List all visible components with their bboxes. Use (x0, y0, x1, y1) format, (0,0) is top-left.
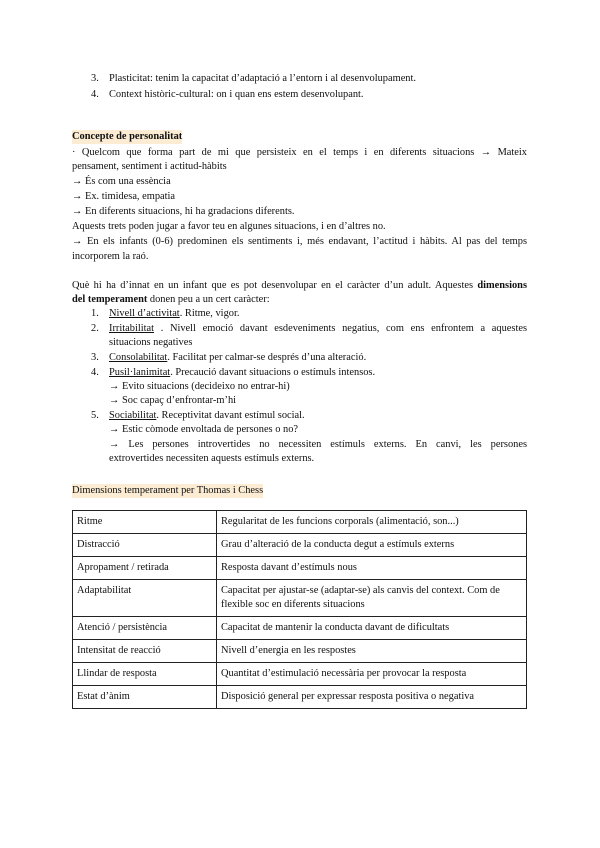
list-item-pusillanimity: Pusil·lanimitat. Precaució davant situacions o estímuls intensos. (109, 367, 376, 378)
table-cell-dimension: Apropament / retirada (73, 557, 217, 580)
arrow-line: → Ex. timidesa, empatia (72, 191, 176, 202)
table-row (73, 580, 527, 617)
table-row (73, 686, 527, 709)
table-cell-dimension: Adaptabilitat (73, 580, 217, 617)
paragraph-line: incorporem la raó. (72, 251, 149, 262)
paragraph-line: Aquests trets poden jugar a favor teu en algunes situacions, i en d’altres no. (72, 221, 386, 232)
table-cell-dimension: Intensitat de reacció (73, 640, 217, 663)
list-item-sociability: Sociabilitat. Receptivitat davant estímul social. (109, 410, 305, 421)
innate-paragraph-line1: Què hi ha d’innat en un infant que es pot desenvolupar en el caràcter d’un adult. Aquestes dimensions (72, 280, 527, 291)
section-heading-personality: Concepte de personalitat (72, 131, 183, 142)
list-number: 4. (91, 89, 99, 100)
table-row (73, 557, 527, 580)
table-row (73, 511, 527, 534)
table-cell-description: Nivell d’energia en les respostes (217, 640, 527, 663)
list-item-consolability: Consolabilitat. Facilitat per calmar-se després d’una alteració. (109, 352, 367, 363)
list-number: 3. (91, 352, 99, 363)
table-row (73, 663, 527, 686)
list-number: 2. (91, 323, 99, 334)
table-cell-description: Regularitat de les funcions corporals (alimentació, son...) (217, 511, 527, 534)
table-row (73, 617, 527, 640)
table-heading: Dimensions temperament per Thomas i Chess (72, 485, 264, 496)
list-item-continuation: situacions negatives (109, 337, 193, 348)
table-cell-description: Capacitat de mantenir la conducta davant de dificultats (217, 617, 527, 640)
table-cell-description: Capacitat per ajustar-se (adaptar-se) als canvis del context. Com de flexible soc en diferents situacions (217, 580, 527, 617)
table-cell-description: Quantitat d’estimulació necessària per provocar la resposta (217, 663, 527, 686)
paragraph-line: · Quelcom que forma part de mi que persisteix en el temps i en diferents situacions → Mateix (72, 147, 527, 158)
sub-arrow-line: → Soc capaç d’enfrontar-m’hi (109, 395, 237, 406)
list-item-irritability: Irritabilitat . Nivell emoció davant esdeveniments negatius, com ens enfrontem a aquestes (109, 323, 527, 334)
table-cell-dimension: Distracció (73, 534, 217, 557)
table-row (73, 534, 527, 557)
list-number: 5. (91, 410, 99, 421)
innate-paragraph-line2: del temperament donen peu a un cert caràcter: (72, 294, 270, 305)
arrow-line: → És com una essència (72, 176, 171, 187)
sub-arrow-line: → Evito situacions (decideixo no entrar-hi) (109, 381, 290, 392)
sub-arrow-line: → Estic còmode envoltada de persones o no? (109, 424, 298, 435)
sub-arrow-line: → Les persones introvertides no necessiten estímuls externs. En canvi, les persones (109, 439, 527, 450)
table-cell-description: Grau d’alteració de la conducta degut a estímuls externs (217, 534, 527, 557)
list-item-activity: Nivell d’activitat. Ritme, vigor. (109, 308, 240, 319)
list-number: 3. (91, 73, 99, 84)
paragraph-line: pensament, sentiment i actitud-hàbits (72, 161, 227, 172)
list-number: 4. (91, 367, 99, 378)
table-cell-dimension: Estat d’ànim (73, 686, 217, 709)
table-cell-dimension: Llindar de resposta (73, 663, 217, 686)
arrow-line: → En diferents situacions, hi ha gradacions diferents. (72, 206, 295, 217)
list-item-plasticity: Plasticitat: tenim la capacitat d’adaptació a l’entorn i al desenvolupament. (109, 73, 416, 84)
paragraph-line: → En els infants (0-6) predominen els sentiments i, més endavant, l’actitud i hàbits. Al pas del temps (72, 236, 527, 247)
table-cell-description: Resposta davant d’estímuls nous (217, 557, 527, 580)
table-cell-dimension: Ritme (73, 511, 217, 534)
table-cell-dimension: Atenció / persistència (73, 617, 217, 640)
table-row (73, 640, 527, 663)
list-item-context: Context històric-cultural: on i quan ens estem desenvolupant. (109, 89, 364, 100)
sub-arrow-continuation: extrovertides necessiten aquests estímuls externs. (109, 453, 315, 464)
table-cell-description: Disposició general per expressar resposta positiva o negativa (217, 686, 527, 709)
list-number: 1. (91, 308, 99, 319)
temperament-table (72, 510, 527, 709)
